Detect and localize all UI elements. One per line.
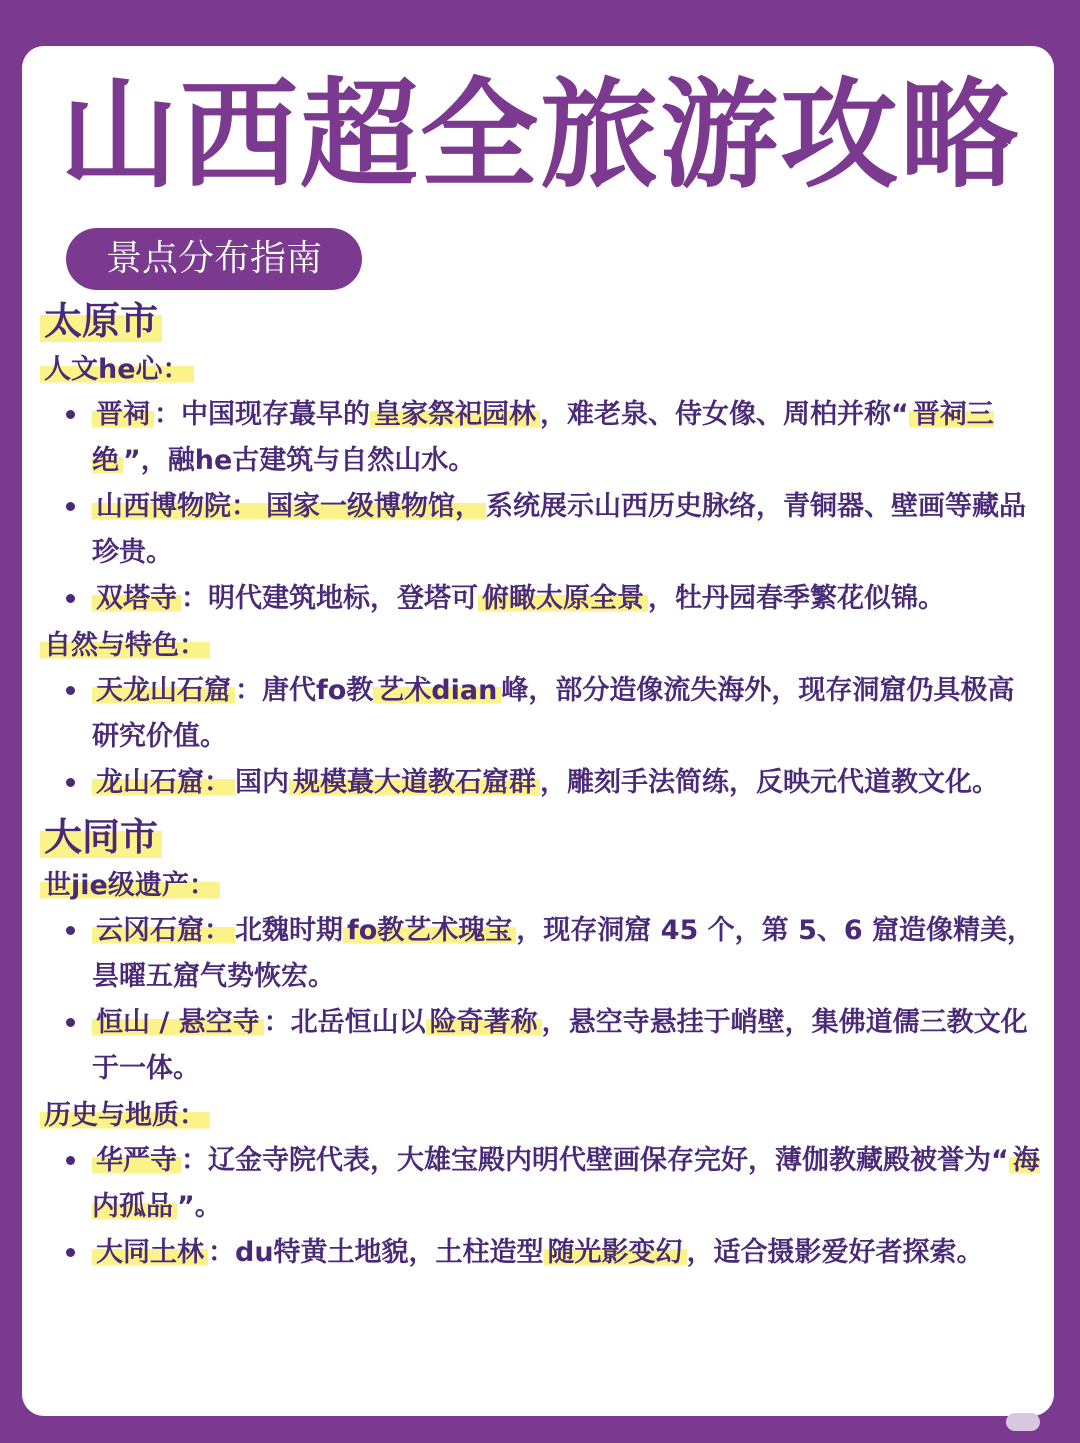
highlight-text: 国家一级博物馆， xyxy=(262,491,486,522)
highlight-text: 晋祠 xyxy=(92,399,154,430)
body-text: ：北岳恒山以 xyxy=(263,1007,426,1038)
highlight-text: 天龙山石窟 xyxy=(92,675,235,706)
guide-content xyxy=(40,294,1040,1276)
section-heading xyxy=(40,624,1040,668)
highlight-text: fo教艺术瑰宝 xyxy=(343,915,516,946)
highlight-text: 艺术dian xyxy=(373,675,501,706)
body-text: ：唐代fo教 xyxy=(235,675,374,706)
city-title: 大同市 xyxy=(40,812,162,862)
body-text: 系统展示山西历史脉络，青铜器、壁画等藏品珍贵。 xyxy=(92,491,1026,568)
attraction-item xyxy=(40,908,1040,1000)
section-heading xyxy=(40,1094,1040,1138)
highlight-text: 俯瞰太原全景 xyxy=(478,583,648,614)
highlight-text: 险奇著称 xyxy=(426,1007,542,1038)
highlight-text: 大同土林 xyxy=(92,1237,208,1268)
body-text: ，牡丹园春季繁花似锦。 xyxy=(648,583,945,614)
city-block xyxy=(40,810,1040,1276)
guide-badge: 景点分布指南 xyxy=(66,228,362,290)
attraction-item xyxy=(40,1000,1040,1092)
section-heading-text: 历史与地质： xyxy=(40,1100,210,1131)
highlight-text: 随光影变幻 xyxy=(544,1237,687,1268)
attraction-item xyxy=(40,668,1040,760)
body-text: ，现存洞窟 45 个，第 5、6 窟造像精美，昙曜五窟气势恢宏。 xyxy=(92,915,1035,992)
highlight-text: 山西博物院： xyxy=(92,491,262,522)
watermark-logo xyxy=(1006,1413,1040,1431)
body-text: ：中国现存蕞早的 xyxy=(154,399,370,430)
attraction-item xyxy=(40,392,1040,484)
body-text: ”，融he古建筑与自然山水。 xyxy=(123,445,476,476)
attraction-item xyxy=(40,1138,1040,1230)
body-text: ，适合摄影爱好者探索。 xyxy=(686,1237,984,1268)
body-text: ，雕刻手法简练，反映元代道教文化。 xyxy=(540,767,999,798)
body-text: 峰，部分造像流失海外，现存洞窟仍具极高研究价值。 xyxy=(92,675,1015,752)
body-text: ：du特黄土地貌，土柱造型 xyxy=(208,1237,544,1268)
city-block xyxy=(40,294,1040,806)
body-text: ”。 xyxy=(177,1191,222,1222)
body-text: ：辽金寺院代表，大雄宝殿内明代壁画保存完好，薄伽教藏殿被誉为“ xyxy=(181,1145,1009,1176)
body-text: 北魏时期 xyxy=(235,915,343,946)
section-heading-text: 世jie级遗产： xyxy=(40,870,220,901)
highlight-text: 规模蕞大道教石窟群 xyxy=(289,767,540,798)
attraction-list xyxy=(40,392,1040,622)
city-title: 太原市 xyxy=(40,296,162,346)
attraction-item xyxy=(40,760,1040,806)
attraction-list xyxy=(40,668,1040,806)
highlight-text: 恒山 / 悬空寺 xyxy=(92,1007,264,1038)
body-text: ，难老泉、侍女像、周柏并称“ xyxy=(540,399,909,430)
attraction-item xyxy=(40,576,1040,622)
highlight-text: 皇家祭祀园林 xyxy=(370,399,540,430)
section-heading-text: 人文he心： xyxy=(40,354,194,385)
body-text: ，悬空寺悬挂于峭壁，集佛道儒三教文化于一体。 xyxy=(92,1007,1028,1084)
section-heading-text: 自然与特色： xyxy=(40,630,210,661)
body-text: ：明代建筑地标，登塔可 xyxy=(181,583,478,614)
attraction-item xyxy=(40,484,1040,576)
attraction-list xyxy=(40,908,1040,1092)
highlight-text: 海内孤品 xyxy=(92,1145,1040,1222)
attraction-item xyxy=(40,1230,1040,1276)
page-title: 山西超全旅游攻略 xyxy=(59,66,1020,204)
highlight-text: 晋祠三绝 xyxy=(92,399,994,476)
highlight-text: 龙山石窟： xyxy=(92,767,235,798)
body-text: 国内 xyxy=(235,767,289,798)
attraction-list xyxy=(40,1138,1040,1276)
section-heading xyxy=(40,348,1040,392)
section-heading xyxy=(40,864,1040,908)
highlight-text: 双塔寺 xyxy=(92,583,181,614)
highlight-text: 云冈石窟： xyxy=(92,915,235,946)
highlight-text: 华严寺 xyxy=(92,1145,181,1176)
